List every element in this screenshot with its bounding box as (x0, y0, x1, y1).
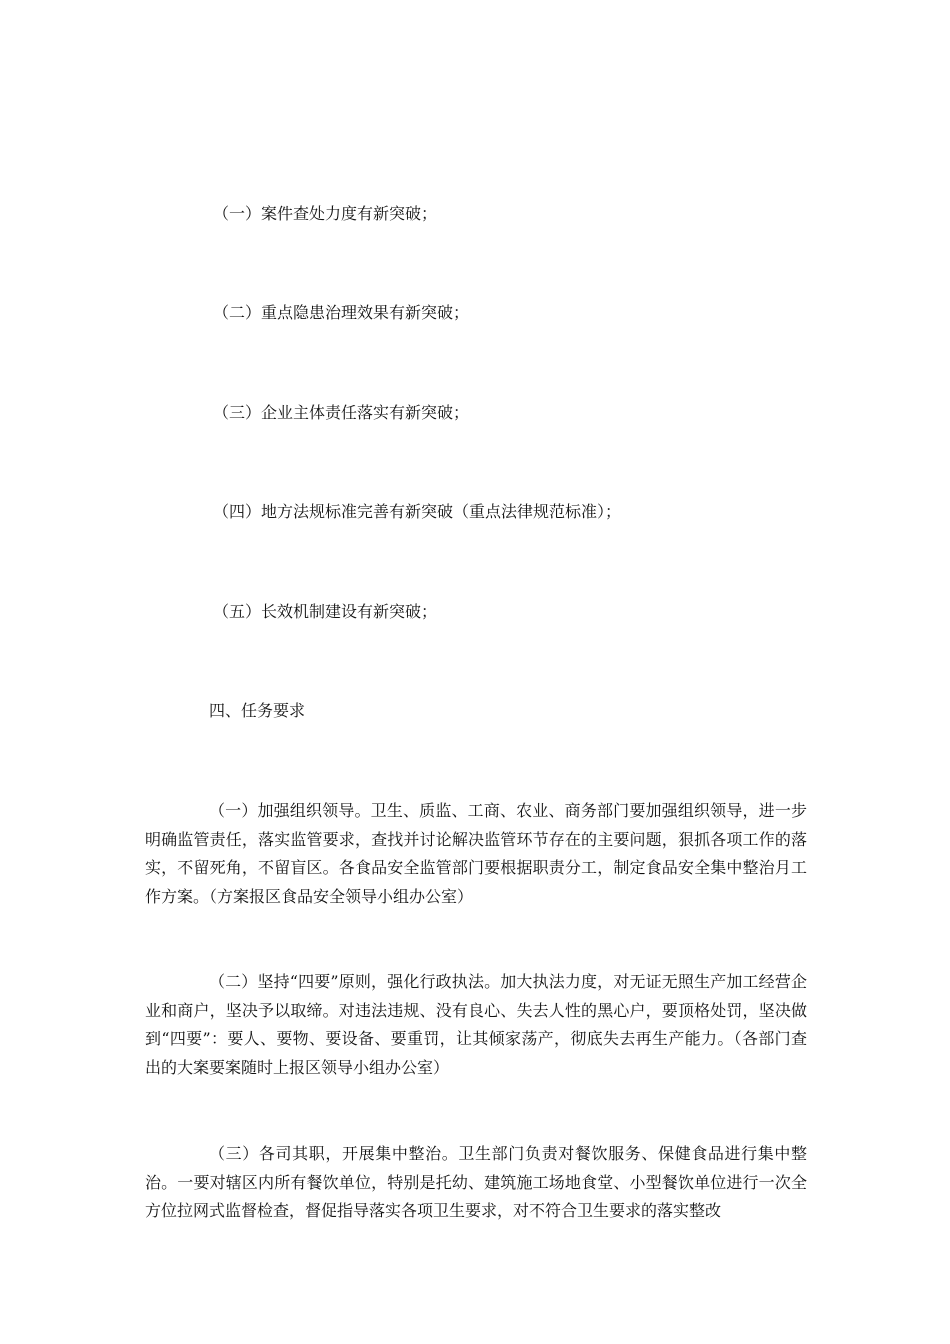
section-heading: 四、任务要求 (209, 701, 306, 720)
task-paragraph-1: （一）加强组织领导。卫生、质监、工商、农业、商务部门要加强组织领导，进一步明确监管责任，落实监管要求，查找并讨论解决监管环节存在的主要问题，狠抓各项工作的落实，不留死角，不留盲区。各食品安全监管部门要根据职责分工，制定食品安全集中整治月工作方案。（方案报区食品安全领导小组办公室） (145, 801, 807, 906)
task-paragraph-2: （二）坚持“四要”原则，强化行政执法。加大执法力度，对无证无照生产加工经营企业和商户，坚决予以取缔。对违法违规、没有良心、失去人性的黑心户，要顶格处罚，坚决做到“四要”：要人、要物、要设备、要重罚，让其倾家荡产，彻底失去再生产能力。（各部门查出的大案要案随时上报区领导小组办公室） (145, 972, 807, 1077)
task-paragraph-3: （三）各司其职，开展集中整治。卫生部门负责对餐饮服务、保健食品进行集中整治。一要对辖区内所有餐饮单位，特别是托幼、建筑施工场地食堂、小型餐饮单位进行一次全方位拉网式监督检查，督促指导落实各项卫生要求，对不符合卫生要求的落实整改 (145, 1144, 807, 1220)
breakthrough-item-3: （三）企业主体责任落实有新突破； (213, 403, 470, 422)
breakthrough-item-2: （二）重点隐患治理效果有新突破； (213, 303, 470, 322)
breakthrough-item-1: （一）案件查处力度有新突破； (213, 204, 438, 223)
breakthrough-item-4: （四）地方法规标准完善有新突破（重点法律规范标准）； (213, 502, 622, 521)
breakthrough-item-5: （五）长效机制建设有新突破； (213, 602, 438, 621)
